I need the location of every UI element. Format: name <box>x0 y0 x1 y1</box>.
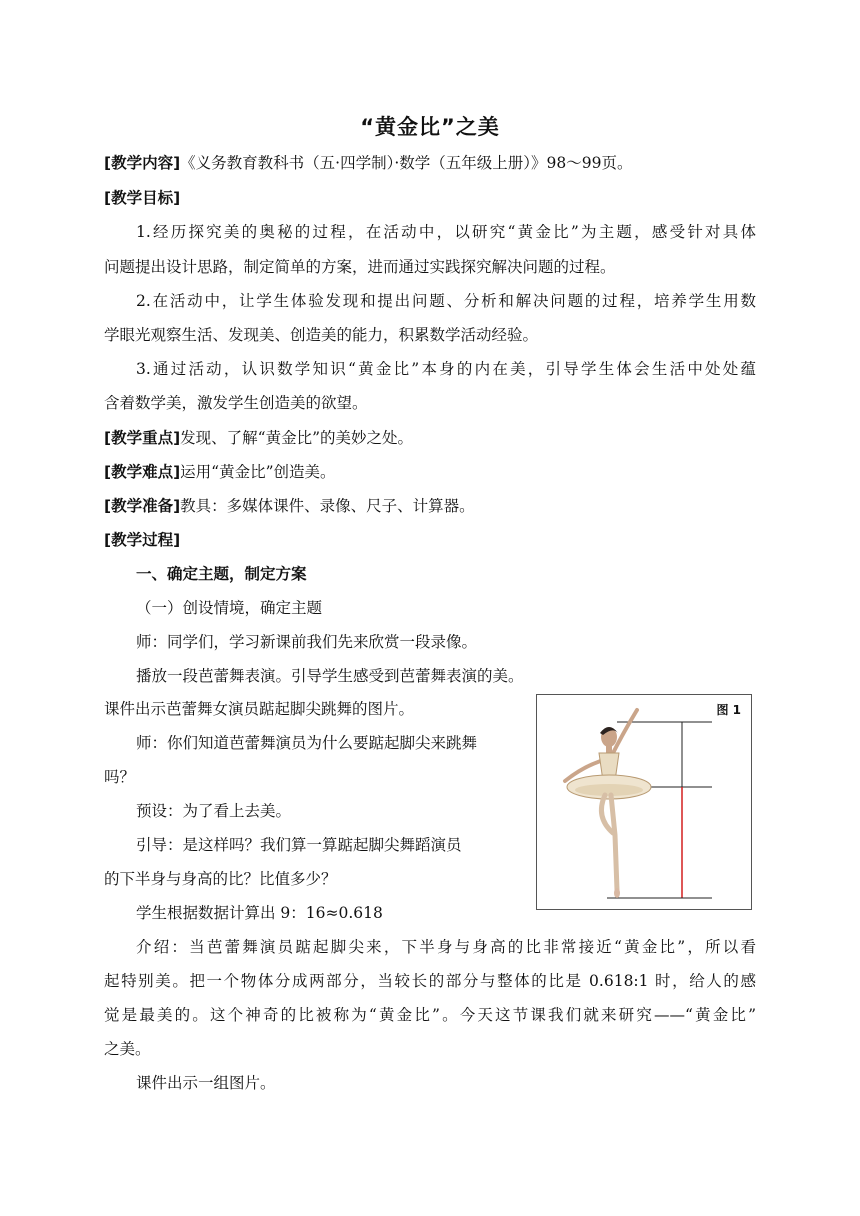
paragraph-teacher-intro: 师：同学们，学习新课前我们先来欣赏一段录像。 <box>136 633 478 651</box>
difficulty-label: [教学难点] <box>104 463 181 481</box>
paragraph-introduction-line-4: 之美。 <box>104 1040 151 1058</box>
paragraph-preset-answer: 预设：为了看上去美。 <box>136 802 292 820</box>
key-point <box>104 428 413 448</box>
teaching-content-text: 《义务教育教科书（五·四学制）·数学（五年级上册）》98～99页。 <box>180 154 633 172</box>
section-1-heading: 一、确定主题，制定方案 <box>136 565 307 583</box>
paragraph-introduction-line-1: 介绍：当芭蕾舞演员踮起脚尖来，下半身与身高的比非常接近“黄金比”，所以看 <box>136 938 756 956</box>
difficulty <box>104 462 336 482</box>
page-title: “黄金比”之美 <box>360 115 500 139</box>
teaching-goals-label: [教学目标] <box>104 189 181 207</box>
paragraph-show-images: 课件出示一组图片。 <box>136 1074 276 1092</box>
goal-2-line-1: 2.在活动中，让学生体验发现和提出问题、分析和解决问题的过程，培养学生用数 <box>136 292 756 310</box>
goal-3-line-1: 3.通过活动，认识数学知识“黄金比”本身的内在美，引导学生体会生活中处处蕴 <box>136 360 756 378</box>
preparation-label: [教学准备] <box>104 497 181 515</box>
difficulty-text: 运用“黄金比”创造美。 <box>180 463 336 481</box>
paragraph-question-line-1: 师：你们知道芭蕾舞演员为什么要踮起脚尖来跳舞 <box>136 734 478 752</box>
paragraph-guide-line-1: 引导：是这样吗？我们算一算踮起脚尖舞蹈演员 <box>136 836 462 854</box>
process-label: [教学过程] <box>104 531 181 549</box>
preparation <box>104 496 475 516</box>
paragraph-introduction-line-2: 起特别美。把一个物体分成两部分，当较长的部分与整体的比是 0.618:1 时，给人的感 <box>104 972 756 990</box>
figure-label: 图 1 <box>716 703 741 717</box>
key-point-text: 发现、了解“黄金比”的美妙之处。 <box>180 429 414 447</box>
paragraph-introduction-line-3: 觉是最美的。这个神奇的比被称为“黄金比”。今天这节课我们就来研究——“黄金比” <box>104 1006 756 1024</box>
subsection-1-heading: （一）创设情境，确定主题 <box>136 599 323 617</box>
teaching-content-label: [教学内容] <box>104 154 181 172</box>
goal-2-line-2: 学眼光观察生活、发现美、创造美的能力，积累数学活动经验。 <box>104 326 539 344</box>
preparation-text: 教具：多媒体课件、录像、尺子、计算器。 <box>180 497 475 515</box>
goal-1-line-2: 问题提出设计思路，制定简单的方案，进而通过实践探究解决问题的过程。 <box>104 258 616 276</box>
teaching-content <box>104 153 632 173</box>
goal-1-line-1: 1.经历探究美的奥秘的过程，在活动中，以研究“黄金比”为主题，感受针对具体 <box>136 223 756 241</box>
goal-3-line-2: 含着数学美，激发学生创造美的欲望。 <box>104 394 368 412</box>
dancer-neck <box>606 746 612 753</box>
dancer-pointe-shoe <box>614 888 620 898</box>
paragraph-calculation: 学生根据数据计算出 9：16≈0.618 <box>136 904 383 922</box>
paragraph-play-video: 播放一段芭蕾舞表演。引导学生感受到芭蕾舞表演的美。 <box>136 667 524 685</box>
dancer-standing-leg <box>611 795 617 890</box>
paragraph-question-line-2: 吗？ <box>104 768 136 786</box>
paragraph-guide-line-2: 的下半身与身高的比？比值多少？ <box>104 870 337 888</box>
paragraph-show-picture: 课件出示芭蕾舞女演员踮起脚尖跳舞的图片。 <box>104 700 415 718</box>
key-point-label: [教学重点] <box>104 429 181 447</box>
ballerina-figure <box>536 694 752 910</box>
ballerina-illustration <box>537 695 753 911</box>
